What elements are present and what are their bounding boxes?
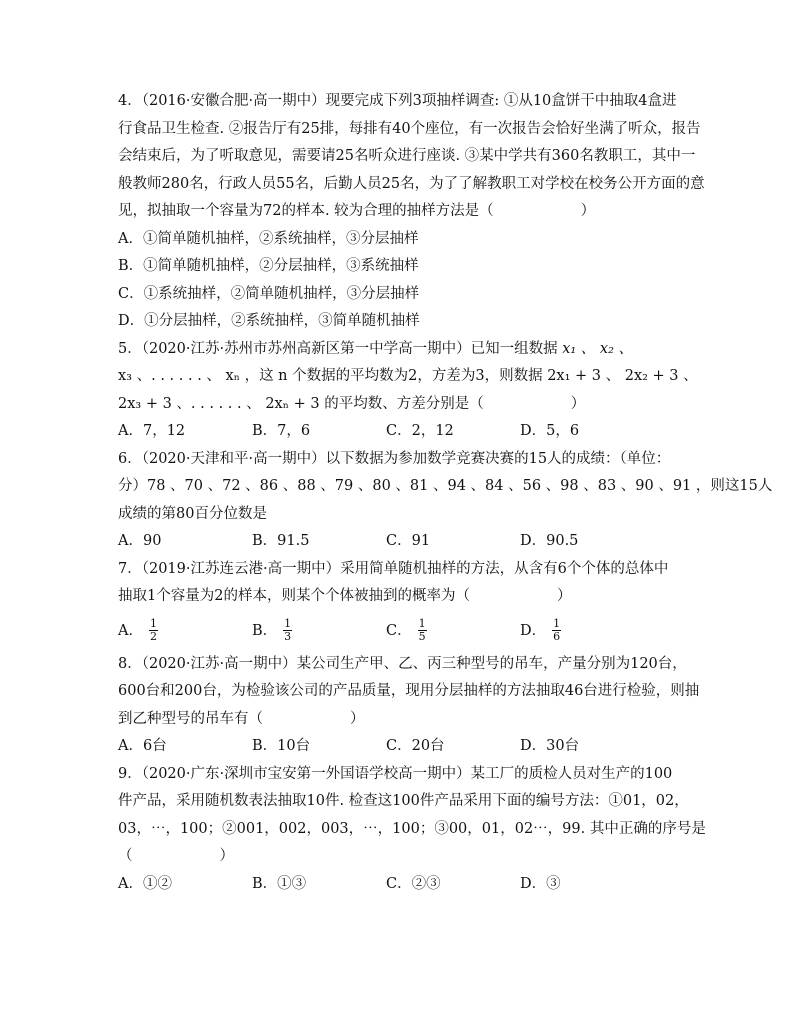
question-6-option-b: B．91.5 [252,533,310,549]
question-9-option-a: A．①② [118,875,172,892]
question-7-options [118,611,688,651]
fraction [418,618,427,643]
question-9-line: 9．（2020·广东·深圳市宝安第一外国语学校高一期中）某工厂的质检人员对生产的100 [118,765,673,782]
fraction-denominator: 2 [149,630,157,643]
question-7-line: 7．（2019·江苏连云港·高一期中）采用简单随机抽样的方法，从含有6个个体的总体中 [118,560,669,577]
fraction [149,618,158,643]
fraction-numerator: 1 [284,617,292,630]
option-label: A． [118,622,143,639]
question-5-vars: x₁ 、 x₂ 、 [562,340,634,357]
worksheet-page [118,88,773,898]
question-7-line: 抽取1个容量为2的样本，则某个个体被抽到的概率为（ ） [118,588,572,604]
option-label: D． [520,622,547,639]
question-9-line: 件产品，采用随机数表法抽取10件. 检查这100件产品采用下面的编号方法：①01，02， [118,793,689,809]
question-6 [118,446,773,556]
question-5-options [118,418,688,446]
question-4-option-b: B．①简单随机抽样，②分层抽样，③系统抽样 [118,258,419,274]
question-4-option-a: A．①简单随机抽样，②系统抽样，③分层抽样 [118,230,419,247]
question-6-option-a: A．90 [118,533,162,549]
question-8-line: 600台和200台，为检验该公司的产品质量，现用分层抽样的方法抽取46台进行检验，则抽 [118,683,700,699]
question-5-stem: 5．（2020·江苏·苏州市苏州高新区第一中学高一期中）已知一组数据 [118,340,558,357]
question-8 [118,651,700,761]
question-6-option-c: C．91 [386,533,431,549]
question-5-option-d: D．5，6 [520,423,580,439]
question-5-option-a: A．7，12 [118,423,186,439]
question-9-line: 03，⋯，100；②001，002，003，⋯，100；③00，01，02⋯，99. 其中正确的序号是 [118,820,706,837]
question-5-line [118,336,688,364]
question-4-line: 行食品卫生检查. ②报告厅有25排，每排有40个座位，有一次报告会恰好坐满了听众，报告 [118,120,701,137]
question-7-option-d [520,611,654,651]
question-8-option-d: D．30台 [520,738,580,754]
question-4-option-d: D．①分层抽样，②系统抽样，③简单随机抽样 [118,313,420,329]
question-5-option-c: C．2，12 [386,423,454,439]
fraction [283,618,292,643]
question-8-option-b: B．10台 [252,738,311,754]
fraction [552,618,561,643]
question-6-line: 6．（2020·天津和平·高一期中）以下数据为参加数学竞赛决赛的15人的成绩：（单位： [118,450,671,467]
question-8-option-a: A．6台 [118,738,167,754]
question-7-option-a [118,611,252,651]
question-9-option-b: B．①③ [252,875,307,892]
question-8-line: 到乙种型号的吊车有（ ） [118,710,365,727]
question-4-option-c: C．①系统抽样，②简单随机抽样，③分层抽样 [118,285,420,302]
question-5-line: x₃ 、. . . . . . 、 xₙ ，这 n 个数据的平均数为2，方差为3，则数据 2x₁ + 3 、 2x₂ + 3 、 [118,368,698,384]
option-label: C． [386,622,412,639]
question-8-options [118,733,688,761]
question-4-line: 般教师280名，行政人员55名，后勤人员25名，为了了解教职工对学校在校务公开方面的意 [118,175,705,192]
question-4-line: 4．（2016·安徽合肥·高一期中）现要完成下列3项抽样调查: ①从10盒饼干中抽取4盒进 [118,93,677,109]
fraction-numerator: 1 [149,617,157,630]
question-8-line: 8．（2020·江苏·高一期中）某公司生产甲、乙、丙三种型号的吊车，产量分别为120台， [118,655,687,672]
fraction-numerator: 1 [418,617,426,630]
question-6-line: 成绩的第80百分位数是 [118,505,267,522]
fraction-numerator: 1 [553,617,561,630]
question-4-line: 会结束后，为了听取意见，需要请25名听众进行座谈. ③某中学共有360名教职工，其中一 [118,148,696,164]
question-9-line: （ ） [118,848,234,864]
question-7-option-c [386,611,520,651]
question-9-options [118,871,688,899]
question-9 [118,761,706,899]
question-6-line: 分）78 、70 、72 、86 、88 、79 、80 、81 、94 、84 、56 、98 、83 、90 、91 ，则这15人 [118,478,773,494]
fraction-denominator: 6 [553,630,561,643]
question-9-option-c: C．②③ [386,875,441,892]
question-4-line: 见，拟抽取一个容量为72的样本. 较为合理的抽样方法是（ ） [118,203,596,219]
question-8-option-c: C．20台 [386,738,445,754]
question-9-option-d: D．③ [520,875,561,892]
question-7-option-b [252,611,386,651]
option-label: B． [252,622,278,639]
fraction-denominator: 5 [418,630,426,643]
question-7 [118,556,688,651]
question-6-options [118,528,688,556]
question-5-option-b: B．7，6 [252,423,311,439]
question-5-line: 2x₃ + 3 、. . . . . . 、 2xₙ + 3 的平均数、方差分别是（ ） [118,395,586,412]
question-4 [118,88,705,336]
question-6-option-d: D．90.5 [520,533,579,549]
fraction-denominator: 3 [284,630,292,643]
question-5 [118,336,698,446]
